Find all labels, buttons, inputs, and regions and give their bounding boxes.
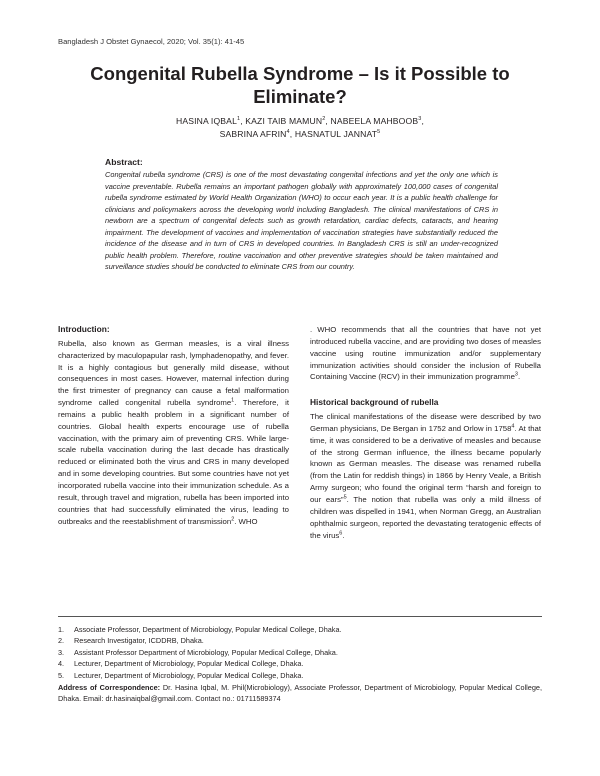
abstract-heading: Abstract: [105, 157, 143, 167]
author-name: HASNATUL JANNAT [294, 128, 378, 139]
author-line-1: HASINA IQBAL$^1$, KAZI TAIB MAMUN$^2$, NABEELA MAHBOOB$^3$, [175, 116, 425, 126]
abstract-text: Congenital rubella syndrome (CRS) is one of the most devastating congenital infections and yet the only one which is vaccine preventable. Rubella remains an important pathogen globally with approximately 100,000 cases of congenital rubella syndrome estimated by World Health Organization (WHO) to occur each year. It is a public health challenge for clinicians and policymakers across the developing world including Bangladesh. The clinical manifestations of CRS in newborn are a spectrum of congenital defects such as growth retardation, cardiac defects, cataracts, and hearing impairment. The development of vaccines and implementation of vaccination strategies have substantially reduced the incidence of the disease and in turn of CRS in developed countries. In Bangladesh CRS is still an under-recognized public health problem. Therefore, routine vaccination and other preventive strategies should be taken maintained and surveillance studies should be conducted to eliminate CRS from our country. [105, 170, 498, 272]
introduction-heading: Introduction: [58, 324, 110, 334]
footnote-divider [58, 616, 542, 617]
history-paragraph: The clinical manifestations of the disease were described by two German physicians, De Bergan in 1752 and Orlow in 1758$^4$. At that time, it was considered to be a derivative of measles and because of the strong German influence, the illness became popularly known as German measles. The disease was renamed rubella (from the Latin for reddish things) in 1866 by Henry Veale, a British Army surgeon; who found the original term “harsh and foreign to our ears”$^5$. The notion that rubella was only a mild illness of children was dispelled in 1941, when Norman Gregg, an Australian ophthalmic surgeon, reported the devastating teratogenic effects of the virus$^6$. [310, 412, 542, 540]
citation-ref: 1 [231, 397, 235, 404]
citation-ref: 5 [343, 494, 347, 501]
citation-ref: 4 [511, 423, 515, 430]
journal-citation: Bangladesh J Obstet Gynaecol, 2020; Vol. 35(1): 41-45 [58, 37, 245, 46]
citation-ref: 3 [514, 371, 518, 378]
author-affiliation-mark: 4 [286, 128, 290, 135]
correspondence-label: Address of Correspondence: [58, 683, 161, 693]
introduction-paragraph-continued: . WHO recommends that all the countries that have not yet introduced rubella vaccine, and are providing two doses of measles vaccine using routine immunization and/or supplementary immunization activities should consider the inclusion of Rubella Containing Vaccine (RCV) in their immunization programme$^3$. [310, 325, 541, 382]
correspondence-address: Address of Correspondence: Dr. Hasina Iqbal, M. Phil(Microbiology), Associate Professor, Department of Microbiology, Popular Medical College, Dhaka. Email: dr.hasinaiqbal@gmail.com. Contact no.: 01711589374 [58, 683, 542, 704]
footnote-item: 1. Associate Professor, Department of Microbiology, Popular Medical College, Dhaka. [58, 625, 342, 634]
author-name: SABRINA AFRIN [219, 128, 287, 139]
footnote-item: 2. Research Investigator, ICDDRB, Dhaka. [58, 636, 204, 646]
footnotes [58, 624, 542, 705]
article-title: Congenital Rubella Syndrome – Is it Possible to Eliminate? [90, 63, 510, 107]
left-column [58, 324, 289, 527]
citation-ref: 6 [339, 529, 343, 536]
footnote-item: 5. Lecturer, Department of Microbiology, Popular Medical College, Dhaka. [58, 670, 304, 680]
footnote-item: 4. Lecturer, Department of Microbiology, Popular Medical College, Dhaka. [58, 659, 304, 669]
author-name: KAZI TAIB MAMUN [245, 116, 323, 126]
author-affiliation-mark: 5 [377, 128, 381, 135]
abstract-section [105, 157, 498, 273]
history-heading: Historical background of rubella [310, 397, 439, 408]
citation-ref: 2 [231, 515, 235, 522]
author-name: HASINA IQBAL [175, 116, 237, 126]
author-affiliation-mark: 2 [322, 116, 326, 123]
introduction-paragraph: Rubella, also known as German measles, is a viral illness characterized by maculopapular rash, lymphadenopathy, and fever. It is a highly contagious but generally mild disease, without consequences in most cases. However, maternal infection during the first trimester of pregnancy can cause a fetal malformation syndrome called congenital rubella syndrome$^1$. Therefore, it remains a public health problem in a significant number of countries. Global health experts encourage use of rubella vaccination, with the primary aim of preventing CRS. While large-scale rubella vaccination during the last decade has drastically reduced or eliminated both the virus and CRS in many developed and in some developing countries. But some countries have not yet incorporated rubella vaccine into their immunization schedule. As a result, through travel and migration, rubella has been imported into countries that had successfully eliminated the virus, leading to outbreaks and the reestablishment of transmission$^2$. WHO [58, 338, 290, 526]
author-name: NABEELA MAHBOOB [330, 116, 419, 126]
author-line-2: SABRINA AFRIN$^4$, HASNATUL JANNAT$^5$ [219, 128, 381, 139]
right-column [310, 324, 541, 541]
footnote-item: 3. Assistant Professor Department of Microbiology, Popular Medical College, Dhaka. [58, 647, 338, 657]
author-affiliation-mark: 3 [418, 116, 422, 123]
author-affiliation-mark: 1 [237, 116, 241, 123]
author-list [120, 115, 480, 140]
